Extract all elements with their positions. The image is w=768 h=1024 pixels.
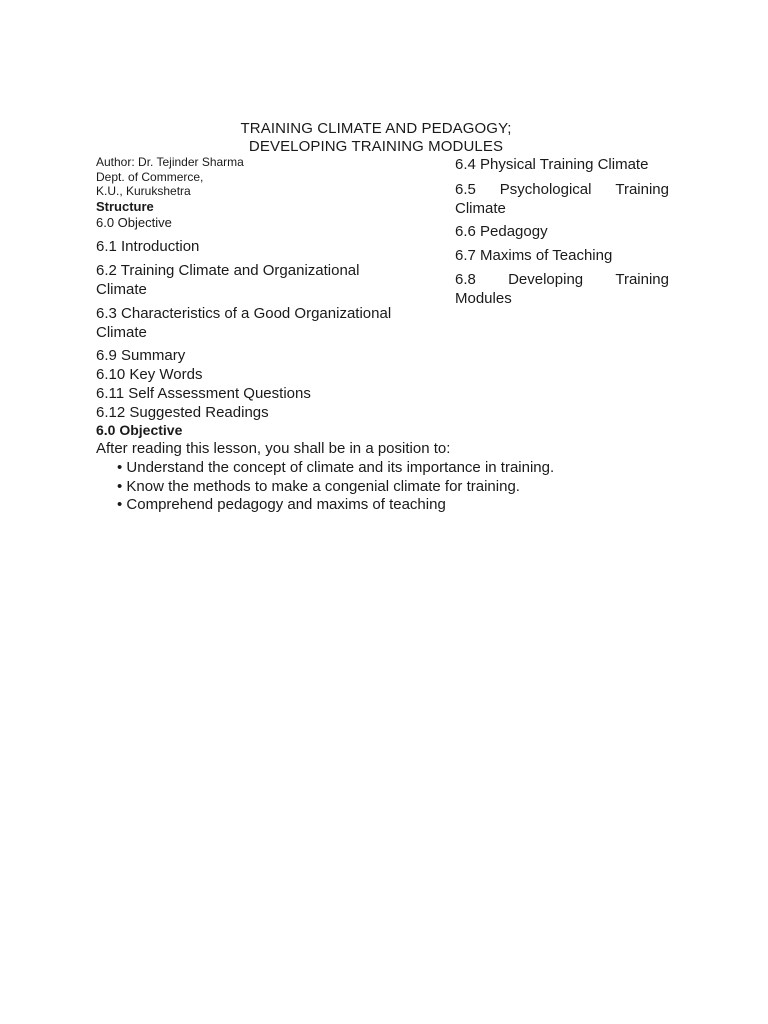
structure-item-6-2-continued: Climate (96, 281, 147, 298)
author-institution: K.U., Kurukshetra (96, 184, 191, 198)
author-name: Author: Dr. Tejinder Sharma (96, 155, 244, 169)
structure-item-6-8-word-1: Developing (508, 271, 584, 288)
structure-item-6-6: 6.6 Pedagogy (455, 223, 548, 240)
objective-bullet-1: • Understand the concept of climate and its importance in training. (117, 459, 555, 476)
structure-item-6-12: 6.12 Suggested Readings (96, 404, 269, 421)
structure-heading: Structure (96, 199, 154, 214)
document-title-line-1: TRAINING CLIMATE AND PEDAGOGY; (240, 120, 512, 137)
objective-bullet-3: • Comprehend pedagogy and maxims of teaching (117, 496, 446, 513)
structure-item-6-11: 6.11 Self Assessment Questions (96, 385, 311, 402)
structure-item-6-10: 6.10 Key Words (96, 366, 203, 383)
structure-item-6-5-word-1: Psychological (499, 181, 592, 198)
structure-item-6-3: 6.3 Characteristics of a Good Organizational (96, 305, 392, 322)
structure-item-6-9: 6.9 Summary (96, 347, 186, 364)
structure-item-6-2: 6.2 Training Climate and Organizational (96, 262, 360, 279)
objective-heading: 6.0 Objective (96, 422, 183, 438)
structure-item-6-7: 6.7 Maxims of Teaching (455, 247, 613, 264)
document-title-line-2: DEVELOPING TRAINING MODULES (248, 138, 504, 155)
objective-intro: After reading this lesson, you shall be in a position to: (96, 440, 451, 457)
structure-item-6-4: 6.4 Physical Training Climate (455, 156, 649, 173)
structure-item-6-5 (455, 180, 669, 199)
author-department: Dept. of Commerce, (96, 170, 204, 184)
structure-item-6-8-number: 6.8 (455, 271, 476, 288)
structure-item-6-1: 6.1 Introduction (96, 238, 200, 255)
objective-bullet-2: • Know the methods to make a congenial climate for training. (117, 478, 520, 495)
structure-item-6-5-word-2: Training (615, 181, 669, 198)
structure-item-6-8-word-2: Training (615, 271, 669, 288)
structure-item-6-5-number: 6.5 (455, 181, 476, 198)
structure-item-6-0: 6.0 Objective (96, 215, 172, 230)
structure-item-6-3-continued: Climate (96, 324, 147, 341)
structure-item-6-8 (455, 270, 669, 289)
structure-item-6-8-continued: Modules (455, 290, 512, 307)
structure-item-6-5-continued: Climate (455, 200, 506, 217)
